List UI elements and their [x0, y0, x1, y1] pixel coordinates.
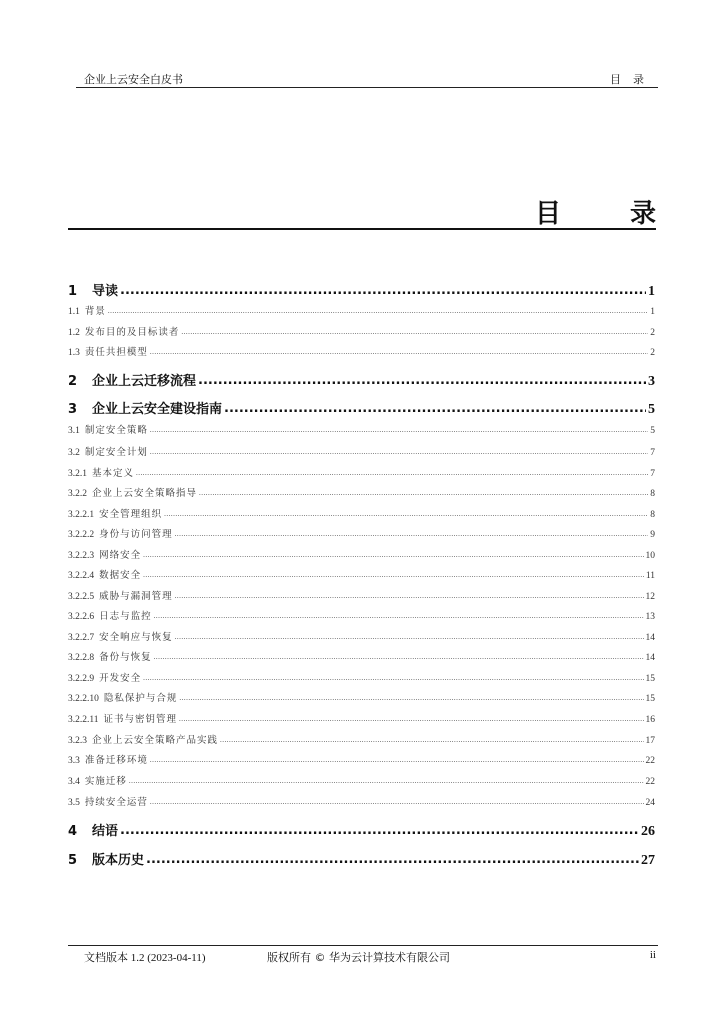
toc-leader-dots — [154, 653, 644, 661]
toc-entry[interactable] — [68, 324, 655, 338]
toc-entry-title: 隐私保护与合规 — [103, 693, 178, 704]
toc-entry-page: 17 — [645, 736, 655, 746]
toc-entry[interactable] — [68, 303, 655, 317]
toc-entry-number: 3.4 — [68, 777, 80, 787]
toc-leader-dots — [143, 551, 643, 559]
toc-entry[interactable] — [68, 752, 655, 766]
toc-entry-number: 3.2.2.8 — [68, 653, 95, 663]
toc-entry-page: 8 — [650, 510, 655, 520]
toc-entry-title: 背景 — [84, 306, 106, 317]
toc-leader-dots — [175, 592, 644, 600]
toc-entry-title: 网络安全 — [99, 550, 142, 561]
toc-leader-dots — [175, 530, 649, 538]
toc-entry-title: 导读 — [92, 284, 119, 299]
footer-copyright: 版权所有 © 华为云计算技术有限公司 — [267, 951, 450, 964]
toc-leader-dots — [224, 401, 646, 416]
toc-entry-number: 3.2.2.9 — [68, 674, 95, 684]
toc-entry-number: 3.2.2.6 — [68, 612, 95, 622]
toc-title: 目 录 — [534, 199, 686, 229]
toc-entry-number: 3.2.1 — [68, 469, 87, 479]
toc-entry-page: 24 — [645, 798, 655, 808]
toc-entry-title: 数据安全 — [99, 570, 142, 581]
toc-entry[interactable] — [68, 444, 655, 458]
toc-entry-title: 安全响应与恢复 — [99, 632, 173, 643]
toc-leader-dots — [179, 694, 643, 702]
toc-entry-page: 26 — [641, 824, 655, 839]
toc-entry-page: 15 — [645, 674, 655, 684]
toc-entry-page: 7 — [650, 448, 655, 458]
toc-entry[interactable] — [68, 608, 655, 622]
toc-entry-page: 12 — [645, 592, 655, 602]
toc-entry-title: 版本历史 — [92, 853, 145, 868]
toc-entry[interactable] — [68, 629, 655, 643]
toc-leader-dots — [154, 612, 644, 620]
toc-leader-dots — [108, 307, 648, 315]
toc-entry-title: 日志与监控 — [99, 611, 152, 622]
title-divider — [68, 228, 656, 230]
toc-entry-title: 证书与密钥管理 — [103, 714, 178, 725]
toc-leader-dots — [150, 756, 644, 764]
toc-entry-number: 3.2.2 — [68, 489, 87, 499]
toc-entry-title: 准备迁移环境 — [84, 755, 148, 766]
toc-entry-title: 实施迁移 — [84, 776, 127, 787]
toc-entry[interactable] — [68, 370, 655, 390]
toc-leader-dots — [146, 852, 639, 867]
toc-leader-dots — [143, 674, 643, 682]
toc-entry-number: 4 — [68, 824, 78, 839]
header-section: 目录 — [610, 73, 656, 86]
toc-entry[interactable] — [68, 711, 655, 725]
toc-entry-page: 14 — [645, 633, 655, 643]
page-footer — [68, 945, 658, 964]
toc-leader-dots — [120, 283, 646, 298]
toc-leader-dots — [136, 469, 648, 477]
toc-entry-title: 基本定义 — [92, 468, 135, 479]
toc-entry-title: 企业上云迁移流程 — [92, 374, 197, 389]
toc-entry-number: 3.2.2.10 — [68, 694, 99, 704]
footer-version: 文档版本 1.2 (2023-04-11) — [84, 952, 206, 964]
toc-entry-number: 2 — [68, 374, 78, 389]
toc-entry-page: 1 — [648, 284, 655, 299]
toc-entry[interactable] — [68, 649, 655, 663]
toc-leader-dots — [150, 348, 648, 356]
toc-entry-title: 开发安全 — [99, 673, 142, 684]
toc-leader-dots — [175, 633, 644, 641]
toc-entry-number: 3.2.2.5 — [68, 592, 95, 602]
toc-entry-number: 3.2.2.2 — [68, 530, 95, 540]
toc-entry-page: 13 — [645, 612, 655, 622]
toc-entry[interactable] — [68, 344, 655, 358]
toc-entry[interactable] — [68, 794, 655, 808]
toc-leader-dots — [120, 823, 639, 838]
toc-entry-number: 3.2.2.1 — [68, 510, 95, 520]
toc-entry-page: 27 — [641, 853, 655, 868]
toc-entry-page: 22 — [645, 756, 655, 766]
toc-entry-number: 3.2.2.7 — [68, 633, 95, 643]
toc-entry[interactable] — [68, 567, 655, 581]
toc-entry[interactable] — [68, 485, 655, 499]
toc-entry[interactable] — [68, 849, 655, 869]
toc-leader-dots — [179, 715, 643, 723]
toc-entry-title: 企业上云安全建设指南 — [92, 402, 223, 417]
toc-entry-page: 2 — [650, 348, 655, 358]
toc-entry-title: 发布目的及目标读者 — [84, 327, 180, 338]
toc-entry-number: 3.2.3 — [68, 736, 87, 746]
toc-entry-page: 15 — [645, 694, 655, 704]
toc-leader-dots — [164, 510, 648, 518]
toc-leader-dots — [220, 736, 643, 744]
toc-entry-number: 3.1 — [68, 426, 80, 436]
toc-entry-number: 3.2 — [68, 448, 80, 458]
toc-entry-page: 3 — [648, 374, 655, 389]
toc-entry-title: 制定安全计划 — [84, 447, 148, 458]
toc-entry-title: 企业上云安全策略指导 — [92, 488, 198, 499]
footer-page-number: ii — [649, 949, 656, 961]
toc-entry-title: 结语 — [92, 824, 119, 839]
toc-entry-page: 8 — [650, 489, 655, 499]
toc-entry-title: 制定安全策略 — [84, 425, 148, 436]
toc-entry-page: 2 — [650, 328, 655, 338]
toc-entry-number: 3.2.2.3 — [68, 551, 95, 561]
toc-leader-dots — [181, 328, 648, 336]
toc-entry[interactable] — [68, 670, 655, 684]
toc-entry-page: 5 — [650, 426, 655, 436]
toc-entry[interactable] — [68, 526, 655, 540]
header-doc-title: 企业上云安全白皮书 — [84, 73, 183, 86]
toc-entry[interactable] — [68, 732, 655, 746]
toc-entry-number: 1.3 — [68, 348, 80, 358]
toc-entry[interactable] — [68, 280, 655, 300]
toc-leader-dots — [143, 571, 644, 579]
toc-entry-page: 22 — [645, 777, 655, 787]
toc-entry-page: 14 — [645, 653, 655, 663]
toc-entry-page: 9 — [650, 530, 655, 540]
toc-entry-number: 1 — [68, 284, 78, 299]
toc-entry[interactable] — [68, 506, 655, 520]
toc-entry-number: 3.2.2.11 — [68, 715, 99, 725]
toc-entry-number: 5 — [68, 853, 78, 868]
toc-entry-title: 身份与访问管理 — [99, 529, 173, 540]
toc-entry[interactable] — [68, 465, 655, 479]
toc-leader-dots — [198, 373, 646, 388]
toc-leader-dots — [129, 777, 644, 785]
toc-entry-title: 持续安全运营 — [84, 797, 148, 808]
toc-entry-number: 3 — [68, 402, 78, 417]
toc-entry-title: 安全管理组织 — [99, 509, 163, 520]
toc-leader-dots — [199, 489, 648, 497]
toc-entry-number: 1.2 — [68, 328, 80, 338]
toc-entry-title: 责任共担模型 — [84, 347, 148, 358]
toc-entry[interactable] — [68, 820, 655, 840]
toc-entry-page: 10 — [645, 551, 655, 561]
toc-entry-page: 11 — [645, 571, 655, 581]
toc-entry[interactable] — [68, 773, 655, 787]
toc-entry[interactable] — [68, 398, 655, 418]
toc-leader-dots — [150, 798, 644, 806]
toc-entry[interactable] — [68, 690, 655, 704]
toc-entry[interactable] — [68, 588, 655, 602]
page-header — [76, 71, 658, 88]
toc-entry-number: 3.2.2.4 — [68, 571, 95, 581]
toc-leader-dots — [150, 448, 648, 456]
toc-entry-number: 3.5 — [68, 798, 80, 808]
toc-entry-number: 3.3 — [68, 756, 80, 766]
toc-entry-title: 企业上云安全策略产品实践 — [92, 735, 219, 746]
toc-entry-page: 5 — [648, 402, 655, 417]
toc-entry-number: 1.1 — [68, 307, 80, 317]
toc-entry-page: 16 — [645, 715, 655, 725]
toc-leader-dots — [150, 426, 648, 434]
toc-entry[interactable] — [68, 547, 655, 561]
toc-entry-title: 威胁与漏洞管理 — [99, 591, 173, 602]
toc-entry-title: 备份与恢复 — [99, 652, 152, 663]
toc-entry-page: 7 — [650, 469, 655, 479]
toc-entry[interactable] — [68, 422, 655, 436]
toc-entry-page: 1 — [650, 307, 655, 317]
